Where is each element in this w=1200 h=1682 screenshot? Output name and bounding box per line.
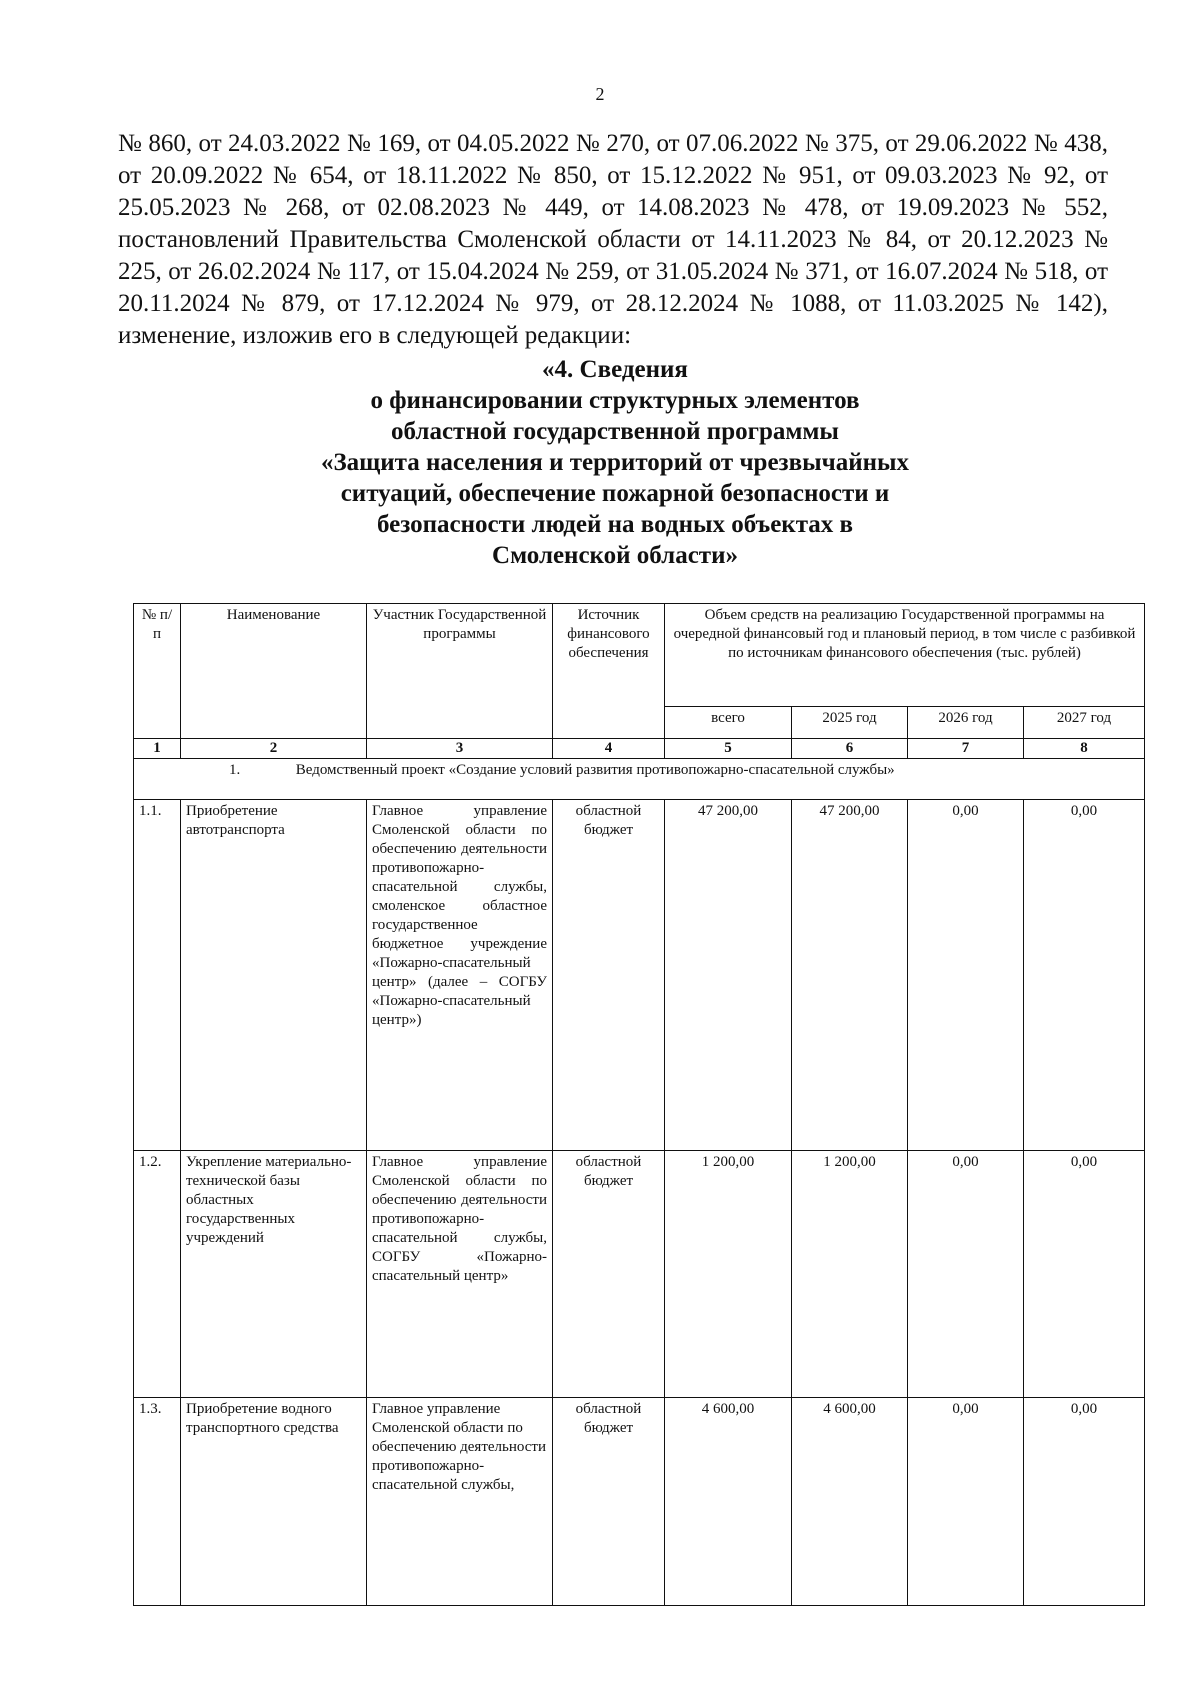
- row-2027: 0,00: [1024, 1398, 1145, 1606]
- heading-line: безопасности людей на водных объектах в: [376, 511, 854, 538]
- column-index: 6: [792, 739, 908, 759]
- column-index: 7: [908, 739, 1024, 759]
- section-row: [134, 759, 1145, 800]
- header-volume: Объем средств на реализацию Государственной программы на очередной финансовый год и плановый период, в том числе с разбивкой по источникам финансового обеспечения (тыс. рублей): [665, 604, 1145, 707]
- header-year-2026: 2026 год: [908, 707, 1024, 739]
- header-total: всего: [665, 707, 792, 739]
- row-source: областной бюджет: [553, 1151, 665, 1398]
- row-2027: 0,00: [1024, 1151, 1145, 1398]
- row-participant: Главное управление Смоленской области по обеспечению деятельности противопожарно-спасательной службы, смоленское областное государственное бюджетное учреждение «Пожарно-спасательный центр» (далее – СОГБУ «Пожарно-спасательный центр»): [367, 800, 553, 1151]
- row-2025: 47 200,00: [792, 800, 908, 1151]
- table-row: [134, 1398, 1145, 1606]
- row-number: 1.3.: [134, 1398, 181, 1606]
- row-total: 1 200,00: [665, 1151, 792, 1398]
- row-2025: 1 200,00: [792, 1151, 908, 1398]
- row-total: 4 600,00: [665, 1398, 792, 1606]
- table-row: [134, 1151, 1145, 1398]
- column-index-row: [134, 739, 1145, 759]
- heading-line: о финансировании структурных элементов: [370, 387, 860, 414]
- section-cell: [134, 759, 1145, 800]
- column-index: 8: [1024, 739, 1145, 759]
- header-participant: Участник Государственной программы: [367, 604, 553, 739]
- column-index: 2: [181, 739, 367, 759]
- header-year-2027: 2027 год: [1024, 707, 1145, 739]
- table-row: [134, 800, 1145, 1151]
- column-index: 4: [553, 739, 665, 759]
- column-index: 5: [665, 739, 792, 759]
- header-num: № п/п: [134, 604, 181, 739]
- row-2027: 0,00: [1024, 800, 1145, 1151]
- header-row: [134, 604, 1145, 707]
- row-2025: 4 600,00: [792, 1398, 908, 1606]
- column-index: 3: [367, 739, 553, 759]
- row-number: 1.1.: [134, 800, 181, 1151]
- intro-paragraph: № 860, от 24.03.2022 № 169, от 04.05.2022 № 270, от 07.06.2022 № 375, от 29.06.2022 № 438, от 20.09.2022 № 654, от 18.11.2022 № 850, от 15.12.2022 № 951, от 09.03.2023 № 92, от 25.05.2023 № 268, от 02.08.2023 № 449, от 14.08.2023 № 478, от 19.09.2023 № 552, постановлений Правительства Смоленской области от 14.11.2023 № 84, от 20.12.2023 № 225, от 26.02.2024 № 117, от 15.04.2024 № 259, от 31.05.2024 № 371, от 16.07.2024 № 518, от 20.11.2024 № 879, от 17.12.2024 № 979, от 28.12.2024 № 1088, от 11.03.2025 № 142), изменение, изложив его в следующей редакции:: [118, 130, 1108, 349]
- heading-line: ситуаций, обеспечение пожарной безопасности и: [340, 480, 890, 507]
- row-participant: Главное управление Смоленской области по обеспечению деятельности противопожарно-спасательной службы, СОГБУ «Пожарно-спасательный центр»: [367, 1151, 553, 1398]
- heading-line: областной государственной программы: [391, 418, 839, 445]
- row-source: областной бюджет: [553, 1398, 665, 1606]
- row-2026: 0,00: [908, 800, 1024, 1151]
- row-total: 47 200,00: [665, 800, 792, 1151]
- row-2026: 0,00: [908, 1151, 1024, 1398]
- financing-table: [133, 603, 1145, 1606]
- row-name: Приобретение автотранспорта: [181, 800, 367, 1151]
- row-number: 1.2.: [134, 1151, 181, 1398]
- section-number: 1.: [229, 762, 241, 778]
- column-index: 1: [134, 739, 181, 759]
- header-name: Наименование: [181, 604, 367, 739]
- section-heading: [150, 354, 1080, 571]
- row-source: областной бюджет: [553, 800, 665, 1151]
- heading-line: «4. Сведения: [542, 356, 688, 383]
- row-name: Укрепление материально-технической базы областных государственных учреждений: [181, 1151, 367, 1398]
- header-source: Источник финансового обеспечения: [553, 604, 665, 739]
- header-year-2025: 2025 год: [792, 707, 908, 739]
- page-number: 2: [595, 84, 605, 104]
- row-participant: Главное управление Смоленской области по обеспечению деятельности противопожарно-спасательной службы,: [367, 1398, 553, 1606]
- section-title: Ведомственный проект «Создание условий развития противопожарно-спасательной службы»: [295, 762, 895, 778]
- heading-line: Смоленской области»: [492, 542, 738, 569]
- heading-line: «Защита населения и территорий от чрезвычайных: [320, 449, 910, 476]
- row-2026: 0,00: [908, 1398, 1024, 1606]
- row-name: Приобретение водного транспортного средства: [181, 1398, 367, 1606]
